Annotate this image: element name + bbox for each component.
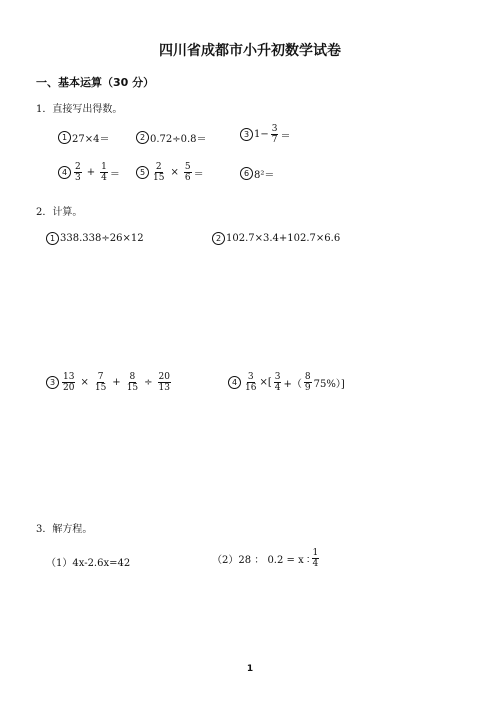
circled-number: 5 bbox=[136, 166, 149, 179]
operator: × bbox=[80, 377, 89, 388]
equation: （2）28 ： 0.2 = x ∶ bbox=[212, 555, 310, 566]
q2-item-2 bbox=[212, 232, 340, 245]
denominator: 15 bbox=[153, 173, 165, 183]
fraction bbox=[158, 372, 171, 393]
q2-item-4 bbox=[228, 372, 345, 393]
circled-number: 6 bbox=[240, 167, 253, 180]
fraction bbox=[304, 372, 312, 393]
denominator: 20 bbox=[63, 383, 75, 393]
fraction bbox=[126, 372, 139, 393]
numerator: 2 bbox=[75, 162, 81, 172]
expression-suffix: ＝ bbox=[280, 131, 291, 142]
numerator: 5 bbox=[184, 162, 191, 172]
q2-item-3 bbox=[46, 372, 173, 393]
denominator: 4 bbox=[274, 383, 281, 393]
page-number: 1 bbox=[246, 664, 254, 674]
q3-item-2 bbox=[212, 548, 321, 569]
question-1-label: 1．直接写出得数。 bbox=[36, 104, 123, 115]
numerator: 20 bbox=[158, 372, 170, 382]
denominator: 3 bbox=[75, 173, 81, 183]
denominator: 4 bbox=[101, 173, 107, 183]
numerator: 8 bbox=[129, 372, 136, 382]
q1-item-5 bbox=[136, 162, 204, 183]
denominator: 16 bbox=[245, 383, 257, 393]
q2-item-1 bbox=[46, 232, 144, 245]
operator: ÷ bbox=[144, 377, 153, 388]
question-2-label: 2．计算。 bbox=[36, 207, 83, 218]
circled-number: 3 bbox=[240, 128, 253, 141]
fraction bbox=[184, 162, 192, 183]
circled-number: 1 bbox=[58, 131, 71, 144]
equation: （1）4x-2.6x=42 bbox=[46, 558, 131, 569]
fraction bbox=[152, 162, 165, 183]
circled-number: 2 bbox=[212, 232, 225, 245]
operator: + bbox=[112, 377, 121, 388]
page-title: 四川省成都市小升初数学试卷 bbox=[159, 43, 341, 59]
numerator: 3 bbox=[247, 372, 254, 382]
numerator: 3 bbox=[274, 372, 281, 382]
fraction bbox=[100, 162, 108, 183]
expression-suffix: 75%）] bbox=[313, 379, 345, 390]
q1-item-3 bbox=[240, 124, 290, 145]
denominator: 4 bbox=[312, 559, 319, 569]
circled-number: 4 bbox=[228, 376, 241, 389]
denominator: 15 bbox=[126, 383, 139, 393]
fraction bbox=[94, 372, 107, 393]
circled-number: 4 bbox=[58, 166, 71, 179]
numerator: 13 bbox=[63, 372, 75, 382]
denominator: 6 bbox=[184, 173, 191, 183]
fraction bbox=[62, 372, 75, 393]
circled-number: 2 bbox=[136, 131, 149, 144]
q3-item-1 bbox=[46, 554, 130, 569]
operator: +（ bbox=[283, 379, 302, 390]
expression: 8²＝ bbox=[254, 170, 275, 181]
expression-prefix: 1− bbox=[254, 129, 269, 140]
expression-suffix: ＝ bbox=[109, 169, 120, 180]
operator: × bbox=[170, 167, 179, 178]
expression: 102.7×3.4+102.7×6.6 bbox=[226, 233, 341, 244]
denominator: 15 bbox=[94, 383, 107, 393]
section-heading-basic-operations: 一、基本运算（30 分） bbox=[36, 76, 155, 89]
numerator: 3 bbox=[271, 124, 278, 134]
expression-suffix: ＝ bbox=[193, 169, 204, 180]
operator: ×[ bbox=[259, 377, 272, 388]
q1-item-1 bbox=[58, 130, 109, 145]
fraction bbox=[74, 162, 82, 183]
fraction bbox=[271, 124, 279, 145]
expression: 27×4＝ bbox=[72, 134, 110, 145]
operator: + bbox=[86, 167, 96, 178]
numerator: 8 bbox=[304, 372, 311, 382]
expression: 0.72÷0.8＝ bbox=[150, 134, 207, 145]
q1-item-4 bbox=[58, 162, 120, 183]
fraction bbox=[274, 372, 282, 393]
q1-item-6 bbox=[240, 166, 274, 181]
numerator: 1 bbox=[312, 548, 319, 558]
circled-number: 3 bbox=[46, 376, 59, 389]
fraction bbox=[312, 548, 320, 569]
denominator: 9 bbox=[304, 383, 311, 393]
fraction bbox=[244, 372, 257, 393]
circled-number: 1 bbox=[46, 232, 59, 245]
question-3-label: 3．解方程。 bbox=[36, 524, 93, 535]
numerator: 2 bbox=[155, 162, 162, 172]
expression: 338.338÷26×12 bbox=[60, 233, 144, 244]
q1-item-2 bbox=[136, 130, 207, 145]
numerator: 1 bbox=[101, 162, 107, 172]
denominator: 7 bbox=[271, 135, 278, 145]
numerator: 7 bbox=[97, 372, 104, 382]
denominator: 13 bbox=[158, 383, 170, 393]
